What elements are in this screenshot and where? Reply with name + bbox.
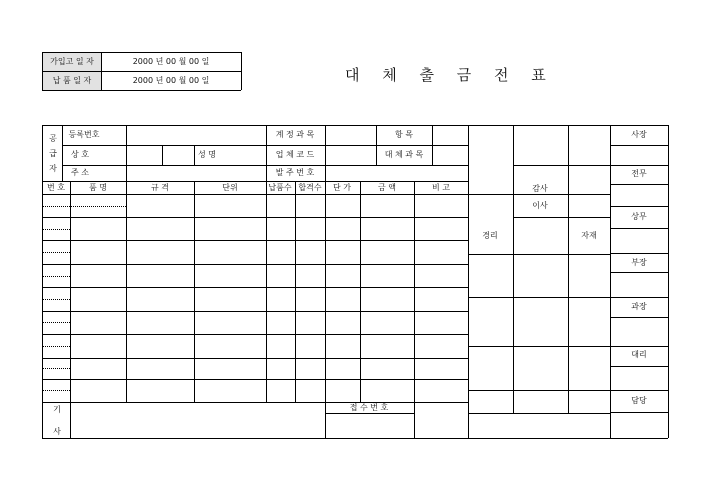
page-title: 대 체 출 금 전 표: [345, 66, 555, 84]
col-product: 품 명: [89, 183, 107, 192]
note-label-2: 사: [53, 427, 61, 436]
supplier-side-label-2: 급: [49, 149, 57, 158]
approval-in-charge: 담당: [631, 396, 647, 405]
delivery-date-label: 납 품 일 자: [52, 76, 92, 85]
approval-director: 이사: [532, 201, 548, 210]
account-label: 계 정 과 목: [275, 130, 315, 139]
trade-name-label: 상 호: [71, 150, 89, 159]
reg-no-label: 등록번호: [68, 130, 100, 139]
note-label-1: 기: [53, 405, 61, 414]
col-no: 번 호: [47, 183, 65, 192]
name-label: 성 명: [198, 150, 216, 159]
col-unit: 단위: [222, 183, 238, 192]
item-label: 항 목: [395, 130, 413, 139]
receipt-date-value: 2000 년 00 월 00 일: [132, 57, 210, 66]
approval-audit: 감사: [532, 184, 548, 193]
col-amount: 금 액: [378, 183, 396, 192]
order-no-label: 발 주 번 호: [275, 168, 315, 177]
approval-deputy: 대리: [631, 350, 647, 359]
address-label: 주 소: [71, 168, 89, 177]
sub-item-label: 대 체 과 목: [384, 150, 424, 159]
col-spec: 규 격: [151, 183, 169, 192]
col-delivered-qty: 납품수: [268, 183, 292, 192]
col-remarks: 비 고: [432, 183, 450, 192]
receipt-no-label: 접 수 번 호: [349, 403, 389, 412]
approval-dept-head: 부장: [631, 258, 647, 267]
approval-president: 사장: [631, 130, 647, 139]
approval-senior-md: 전무: [631, 169, 647, 178]
supplier-side-label-3: 자: [49, 164, 57, 173]
col-passed-qty: 합격수: [298, 183, 322, 192]
approval-section-chief: 과장: [631, 302, 647, 311]
approval-materials: 자재: [581, 231, 597, 240]
approval-accounting: 경리: [482, 231, 498, 240]
approval-md: 상무: [631, 212, 647, 221]
supplier-side-label-1: 공: [49, 134, 57, 143]
col-unit-price: 단 가: [333, 183, 351, 192]
receipt-date-label: 가입고 일 자: [50, 57, 94, 66]
company-code-label: 업 체 코 드: [275, 150, 315, 159]
delivery-date-value: 2000 년 00 월 00 일: [132, 76, 210, 85]
